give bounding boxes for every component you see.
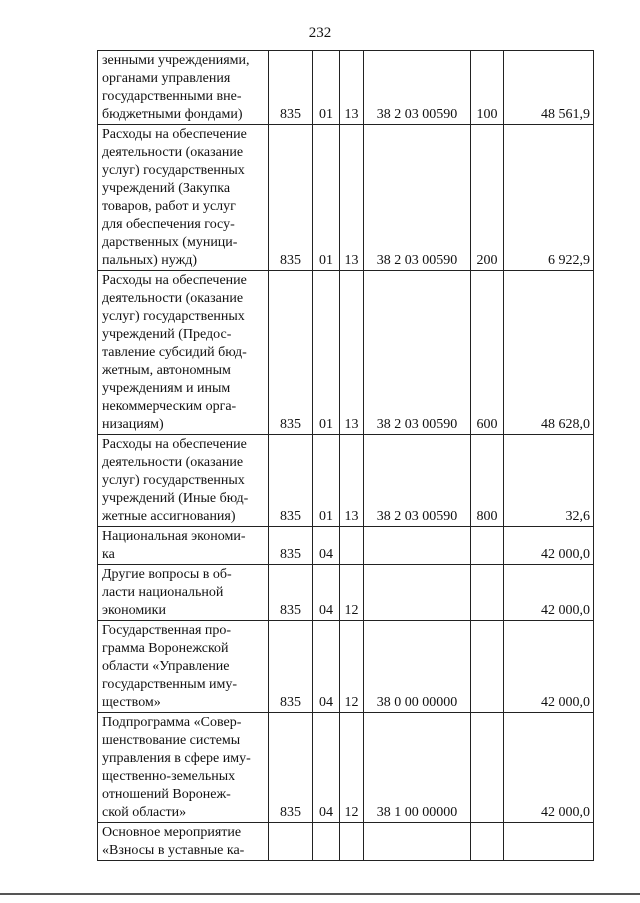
cell-expense-type: 100 (471, 51, 504, 125)
cell-name: Расходы на обеспечение деятельности (оказание услуг) государственных учреждений (Закупка товаров, работ и услуг для обеспечения госу- дарственных (муници- пальных) нужд) (98, 125, 269, 271)
cell-name: зенными учреждениями, органами управления государственными вне- бюджетными фондами) (98, 51, 269, 125)
table-row (98, 435, 594, 527)
table-row (98, 527, 594, 565)
cell-name: Государственная про- грамма Воронежской области «Управление государственным иму- ществом» (98, 621, 269, 713)
cell-amount: 32,6 (504, 435, 594, 527)
cell-target-article (364, 527, 471, 565)
cell-subsection: 13 (340, 125, 364, 271)
cell-grbs: 835 (269, 435, 313, 527)
cell-section: 04 (313, 713, 340, 823)
cell-subsection (340, 823, 364, 861)
cell-section: 04 (313, 565, 340, 621)
cell-amount: 6 922,9 (504, 125, 594, 271)
table-row (98, 51, 594, 125)
cell-grbs: 835 (269, 125, 313, 271)
cell-target-article: 38 2 03 00590 (364, 125, 471, 271)
table-row (98, 271, 594, 435)
table-row (98, 713, 594, 823)
cell-target-article: 38 0 00 00000 (364, 621, 471, 713)
cell-target-article (364, 823, 471, 861)
cell-subsection: 13 (340, 51, 364, 125)
cell-grbs (269, 823, 313, 861)
cell-expense-type (471, 713, 504, 823)
cell-amount: 42 000,0 (504, 713, 594, 823)
cell-expense-type: 800 (471, 435, 504, 527)
cell-grbs: 835 (269, 527, 313, 565)
table-row (98, 823, 594, 861)
cell-grbs: 835 (269, 621, 313, 713)
cell-amount: 48 561,9 (504, 51, 594, 125)
cell-section (313, 823, 340, 861)
page-bottom-line (0, 893, 640, 895)
cell-amount: 48 628,0 (504, 271, 594, 435)
cell-subsection: 13 (340, 271, 364, 435)
cell-name: Расходы на обеспечение деятельности (оказание услуг) государственных учреждений (Иные бюд- жетные ассигнования) (98, 435, 269, 527)
cell-section: 01 (313, 271, 340, 435)
cell-expense-type (471, 823, 504, 861)
cell-target-article: 38 2 03 00590 (364, 271, 471, 435)
cell-section: 04 (313, 527, 340, 565)
cell-subsection: 12 (340, 713, 364, 823)
cell-grbs: 835 (269, 271, 313, 435)
cell-grbs: 835 (269, 565, 313, 621)
table-row (98, 125, 594, 271)
cell-expense-type (471, 527, 504, 565)
cell-name: Другие вопросы в об- ласти национальной экономики (98, 565, 269, 621)
cell-name: Основное мероприятие «Взносы в уставные ка- (98, 823, 269, 861)
cell-section: 04 (313, 621, 340, 713)
page-number: 232 (308, 25, 332, 41)
cell-amount: 42 000,0 (504, 621, 594, 713)
cell-grbs: 835 (269, 713, 313, 823)
cell-section: 01 (313, 435, 340, 527)
cell-subsection: 12 (340, 565, 364, 621)
cell-section: 01 (313, 51, 340, 125)
cell-expense-type (471, 621, 504, 713)
cell-target-article (364, 565, 471, 621)
cell-expense-type: 600 (471, 271, 504, 435)
cell-name: Расходы на обеспечение деятельности (оказание услуг) государственных учреждений (Предос- тавление субсидий бюд- жетным, автономным учреждениям и иным некоммерческим орга- низациям) (98, 271, 269, 435)
cell-expense-type (471, 565, 504, 621)
cell-amount: 42 000,0 (504, 527, 594, 565)
cell-grbs: 835 (269, 51, 313, 125)
cell-subsection: 12 (340, 621, 364, 713)
cell-name: Подпрограмма «Совер- шенствование системы управления в сфере иму- щественно-земельных отношений Воронеж- ской области» (98, 713, 269, 823)
cell-subsection (340, 527, 364, 565)
cell-amount: 42 000,0 (504, 565, 594, 621)
budget-table (97, 50, 594, 861)
cell-target-article: 38 2 03 00590 (364, 435, 471, 527)
cell-expense-type: 200 (471, 125, 504, 271)
cell-target-article: 38 2 03 00590 (364, 51, 471, 125)
table-row (98, 565, 594, 621)
table-row (98, 621, 594, 713)
cell-amount (504, 823, 594, 861)
cell-name: Национальная экономи- ка (98, 527, 269, 565)
cell-section: 01 (313, 125, 340, 271)
cell-target-article: 38 1 00 00000 (364, 713, 471, 823)
cell-subsection: 13 (340, 435, 364, 527)
